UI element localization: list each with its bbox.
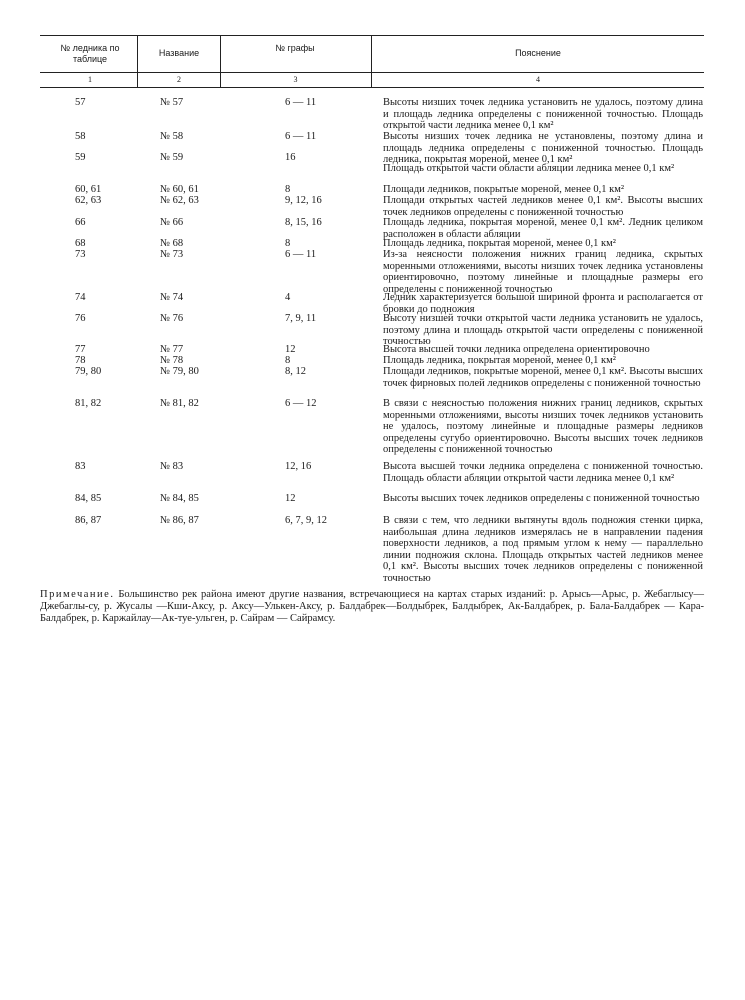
column-refs: 12: [285, 493, 296, 504]
explanation: Площади ледников, покрытые мореной, менее 0,1 км²: [383, 184, 625, 195]
explanation: Из-за неясности положения нижних границ ледника, скрытых моренными отложениями, высоты низших точек ледника установлены ориентировочно, поэтому линейные и площадные размеры его определены с пониженной точностью: [383, 249, 703, 295]
column-refs: 8: [285, 355, 291, 366]
header-name: Название: [158, 48, 200, 58]
explanation: Площадь ледника, покрытая мореной, менее 0,1 км². Ледник целиком расположен в области абляции: [383, 217, 703, 240]
explanation: Площади открытых частей ледников менее 0,1 км². Высоты высших точек ледников определены с пониженной точностью: [383, 195, 703, 218]
column-divider-2: [220, 35, 221, 87]
glacier-name: № 78: [160, 355, 184, 366]
glacier-name: № 59: [160, 152, 184, 163]
header-divider-rule: [40, 72, 704, 73]
explanation: Высоту низшей точки открытой части ледника установить не удалось, поэтому длина и площадь открытой части определены с пониженной точностью: [383, 313, 703, 348]
explanation: Площадь ледника, покрытая мореной, менее 0,1 км²: [383, 355, 616, 366]
glacier-name: № 74: [160, 292, 184, 303]
glacier-name: № 76: [160, 313, 184, 324]
header-bottom-rule: [40, 87, 704, 88]
explanation: Высоты низших точек ледника установить не удалось, поэтому длина и площадь ледника определены с пониженной точностью. Площадь открытой части ледника менее 0,1 км²: [383, 97, 703, 132]
explanation: Площадь открытой части области абляции ледника менее 0,1 км²: [383, 163, 675, 174]
glacier-number: 81, 82: [75, 398, 102, 409]
glacier-name: № 58: [160, 131, 184, 142]
glacier-name: № 68: [160, 238, 184, 249]
glacier-number: 58: [75, 131, 86, 142]
explanation: В связи с тем, что ледники вытянуты вдоль подножия стенки цирка, наибольшая длина ледников измерялась не в направлении падения поверхности ледников, а под прямым углом к нему — параллельно линии подножия склона. Площадь открытых частей ледников менее 0,1 км². Высоты высших точек ледников определены с пониженной точностью: [383, 515, 703, 584]
column-refs: 6, 7, 9, 12: [285, 515, 327, 526]
column-refs: 6 — 12: [285, 398, 317, 409]
header-num-1: 1: [88, 75, 92, 84]
glacier-number: 60, 61: [75, 184, 102, 195]
header-explanation: Пояснение: [515, 48, 561, 58]
header-glacier-number: № ледника по таблице: [60, 43, 120, 64]
glacier-number: 79, 80: [75, 366, 102, 377]
explanation: Высоты высших точек ледников определены с пониженной точностью: [383, 493, 700, 504]
glacier-number: 76: [75, 313, 86, 324]
glacier-number: 78: [75, 355, 86, 366]
column-refs: 6 — 11: [285, 131, 317, 142]
glacier-number: 68: [75, 238, 86, 249]
glacier-name: № 84, 85: [160, 493, 199, 504]
column-refs: 6 — 11: [285, 97, 317, 108]
column-refs: 12, 16: [285, 461, 312, 472]
column-refs: 16: [285, 152, 296, 163]
glacier-number: 86, 87: [75, 515, 102, 526]
column-refs: 8: [285, 238, 291, 249]
column-refs: 8, 12: [285, 366, 306, 377]
glacier-number: 57: [75, 97, 86, 108]
header-num-4: 4: [536, 75, 540, 84]
glacier-name: № 62, 63: [160, 195, 199, 206]
header-num-2: 2: [177, 75, 181, 84]
glacier-name: № 60, 61: [160, 184, 199, 195]
header-num-3: 3: [293, 75, 298, 84]
glacier-name: № 57: [160, 97, 184, 108]
column-divider-1: [137, 35, 138, 87]
column-refs: 6 — 11: [285, 249, 317, 260]
footnote-lead: Примечание.: [40, 589, 115, 600]
explanation: Площадь ледника, покрытая мореной, менее 0,1 км²: [383, 238, 616, 249]
glacier-name: № 77: [160, 344, 184, 355]
glacier-number: 62, 63: [75, 195, 102, 206]
column-divider-3: [371, 35, 372, 87]
column-refs: 12: [285, 344, 296, 355]
header-column-number: № графы: [275, 43, 315, 53]
glacier-name: № 66: [160, 217, 184, 228]
explanation: Высота высшей точки ледника определена с пониженной точностью. Площадь области абляции открытой части ледника менее 0,1 км²: [383, 461, 703, 484]
glacier-name: № 81, 82: [160, 398, 199, 409]
column-refs: 7, 9, 11: [285, 313, 317, 324]
column-refs: 4: [285, 292, 291, 303]
glacier-number: 73: [75, 249, 86, 260]
column-refs: 9, 12, 16: [285, 195, 322, 206]
glacier-name: № 86, 87: [160, 515, 199, 526]
explanation: Площади ледников, покрытые мореной, менее 0,1 км². Высоты высших точек фирновых полей ледников определены с пониженной точностью: [383, 366, 704, 389]
glacier-number: 83: [75, 461, 86, 472]
glacier-number: 77: [75, 344, 86, 355]
glacier-number: 59: [75, 152, 86, 163]
footnote-text: Большинство рек района имеют другие названия, встречающиеся на картах старых изданий: р. Арысь—Арыс, р. Жебаглысу—Джебаглы-су, р. Жусалы —Кши-Аксу, р. Аксу—Улькен-Аксу, р. Балдабрек—Болдыбрек, Балдыбрек, Ак-Балдабрек, р. Бала-Балдабрек — Кара-Балдабрек, р. Каржайлау—Ак-туе-ульген, р. Сайрам — Сайрамсу.: [40, 589, 705, 624]
explanation: Высота высшей точки ледника определена ориентировочно: [383, 344, 650, 355]
column-refs: 8, 15, 16: [285, 217, 322, 228]
glacier-number: 84, 85: [75, 493, 102, 504]
explanation: Ледник характеризуется большой шириной фронта и располагается от бровки до подножия: [383, 292, 703, 315]
column-refs: 8: [285, 184, 291, 195]
glacier-number: 74: [75, 292, 86, 303]
glacier-name: № 83: [160, 461, 184, 472]
explanation: В связи с неясностью положения нижних границ ледников, скрытых моренными отложениями, высоты низших точек ледников установить не удалось, поэтому линейные и площадные размеры ледников определены сугубо ориентировочно. Высоты высших точек ледников определены с пониженной точностью: [383, 398, 703, 456]
glacier-name: № 79, 80: [160, 366, 199, 377]
glacier-name: № 73: [160, 249, 184, 260]
explanation: Высоты низших точек ледника не установлены, поэтому длина и площадь ледника определены с пониженной точностью. Площадь ледника, покрытая мореной, менее 0,1 км²: [383, 131, 703, 166]
glacier-number: 66: [75, 217, 86, 228]
footnote: [40, 589, 704, 624]
table-top-rule: [40, 35, 704, 36]
